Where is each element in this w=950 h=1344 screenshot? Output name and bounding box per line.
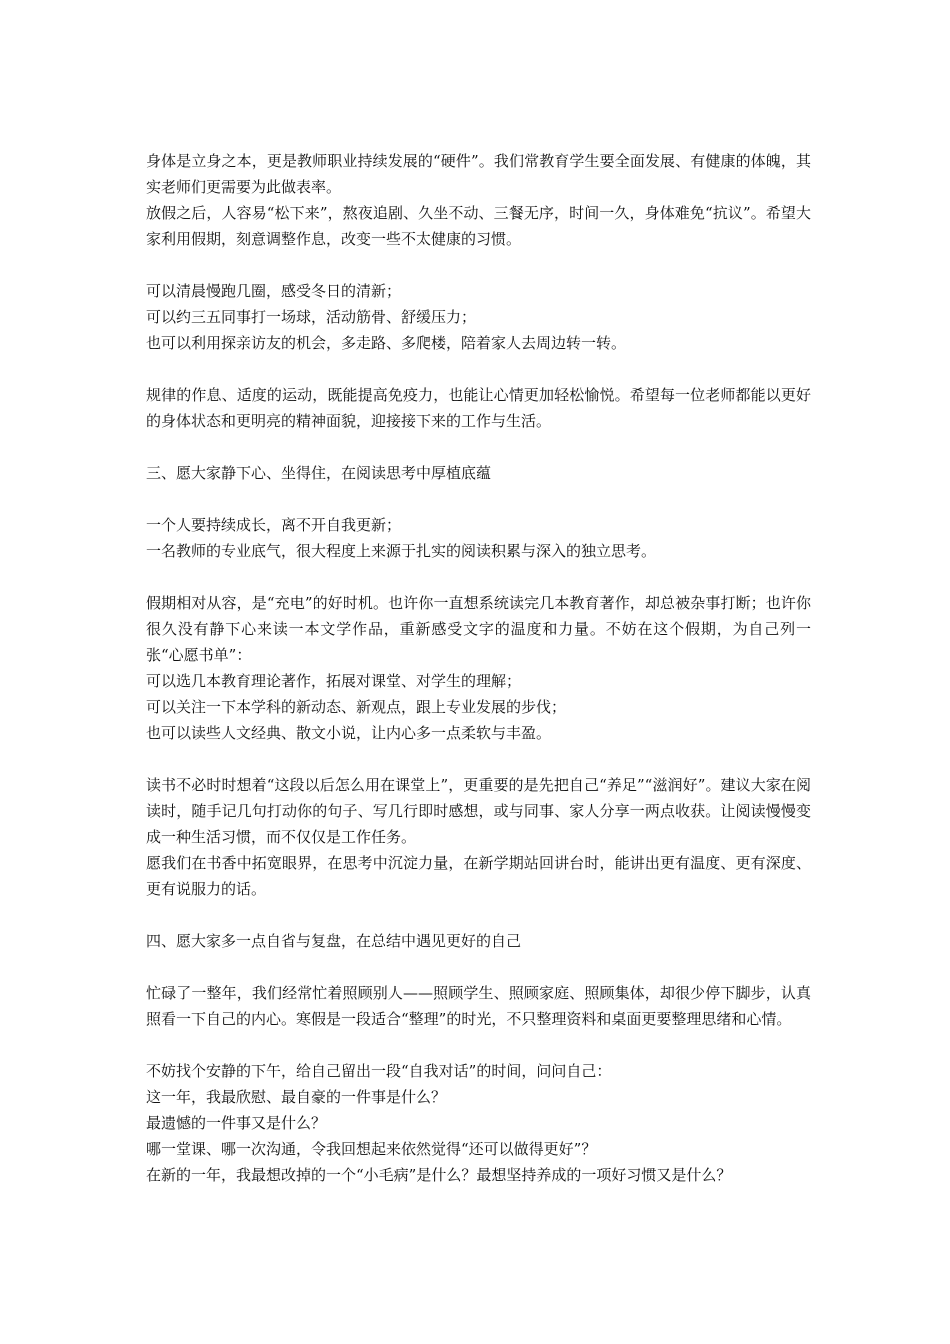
- paragraph: 规律的作息、适度的运动，既能提高免疫力，也能让心情更加轻松愉悦。希望每一位老师都能以更好的身体状态和更明亮的精神面貌，迎接接下来的工作与生活。: [146, 386, 811, 430]
- paragraph: 不妨找个安静的下午，给自己留出一段“自我对话”的时间，问问自己：: [146, 1062, 612, 1080]
- question-line: 这一年，我最欣慰、最自豪的一件事是什么？: [146, 1088, 447, 1106]
- paragraph: 身体是立身之本，更是教师职业持续发展的“硬件”。我们常教育学生要全面发展、有健康的体魄，其实老师们更需要为此做表率。: [146, 152, 811, 196]
- paragraph: 愿我们在书香中拓宽眼界，在思考中沉淀力量，在新学期站回讲台时，能讲出更有温度、更有深度、更有说服力的话。: [146, 854, 811, 898]
- list-line: 可以选几本教育理论著作，拓展对课堂、对学生的理解；: [146, 672, 522, 690]
- paragraph-gap: [146, 434, 811, 460]
- section-heading: 三、愿大家静下心、坐得住，在阅读思考中厚植底蕴: [146, 464, 492, 482]
- list-line: 也可以读些人文经典、散文小说，让内心多一点柔软与丰盈。: [146, 724, 552, 742]
- list-line: 可以清晨慢跑几圈，感受冬日的清新；: [146, 282, 402, 300]
- section-heading: 四、愿大家多一点自省与复盘，在总结中遇见更好的自己: [146, 932, 522, 950]
- paragraph-gap: [146, 746, 811, 772]
- paragraph: 放假之后，人容易“松下来”，熬夜追剧、久坐不动、三餐无序，时间一久，身体难免“抗议”。希望大家利用假期，刻意调整作息，改变一些不太健康的习惯。: [146, 204, 811, 248]
- paragraph-gap: [146, 252, 811, 278]
- list-line: 也可以利用探亲访友的机会，多走路、多爬楼，陪着家人去周边转一转。: [146, 334, 627, 352]
- question-line: 最遗憾的一件事又是什么？: [146, 1114, 327, 1132]
- paragraph-gap: [146, 564, 811, 590]
- paragraph: 一名教师的专业底气，很大程度上来源于扎实的阅读积累与深入的独立思考。: [146, 542, 657, 560]
- paragraph-gap: [146, 1032, 811, 1058]
- paragraph-gap: [146, 356, 811, 382]
- list-line: 可以关注一下本学科的新动态、新观点，跟上专业发展的步伐；: [146, 698, 567, 716]
- paragraph: 忙碌了一整年，我们经常忙着照顾别人——照顾学生、照顾家庭、照顾集体，却很少停下脚步，认真照看一下自己的内心。寒假是一段适合“整理”的时光，不只整理资料和桌面更要整理思绪和心情。: [146, 984, 811, 1028]
- paragraph-gap: [146, 954, 811, 980]
- list-line: 可以约三五同事打一场球，活动筋骨、舒缓压力；: [146, 308, 477, 326]
- paragraph-gap: [146, 902, 811, 928]
- question-line: 哪一堂课、哪一次沟通，令我回想起来依然觉得“还可以做得更好”？: [146, 1140, 597, 1158]
- paragraph-gap: [146, 486, 811, 512]
- question-line: 在新的一年，我最想改掉的一个“小毛病”是什么？最想坚持养成的一项好习惯又是什么？: [146, 1166, 732, 1184]
- document-body: [146, 148, 811, 1188]
- paragraph: 一个人要持续成长，离不开自我更新；: [146, 516, 402, 534]
- paragraph: 读书不必时时想着“这段以后怎么用在课堂上”，更重要的是先把自己“养足”“滋润好”。建议大家在阅读时，随手记几句打动你的句子、写几行即时感想，或与同事、家人分享一两点收获。让阅读慢慢变成一种生活习惯，而不仅仅是工作任务。: [146, 776, 811, 846]
- paragraph: 假期相对从容，是“充电”的好时机。也许你一直想系统读完几本教育著作，却总被杂事打断；也许你很久没有静下心来读一本文学作品，重新感受文字的温度和力量。不妨在这个假期，为自己列一张“心愿书单”：: [146, 594, 811, 664]
